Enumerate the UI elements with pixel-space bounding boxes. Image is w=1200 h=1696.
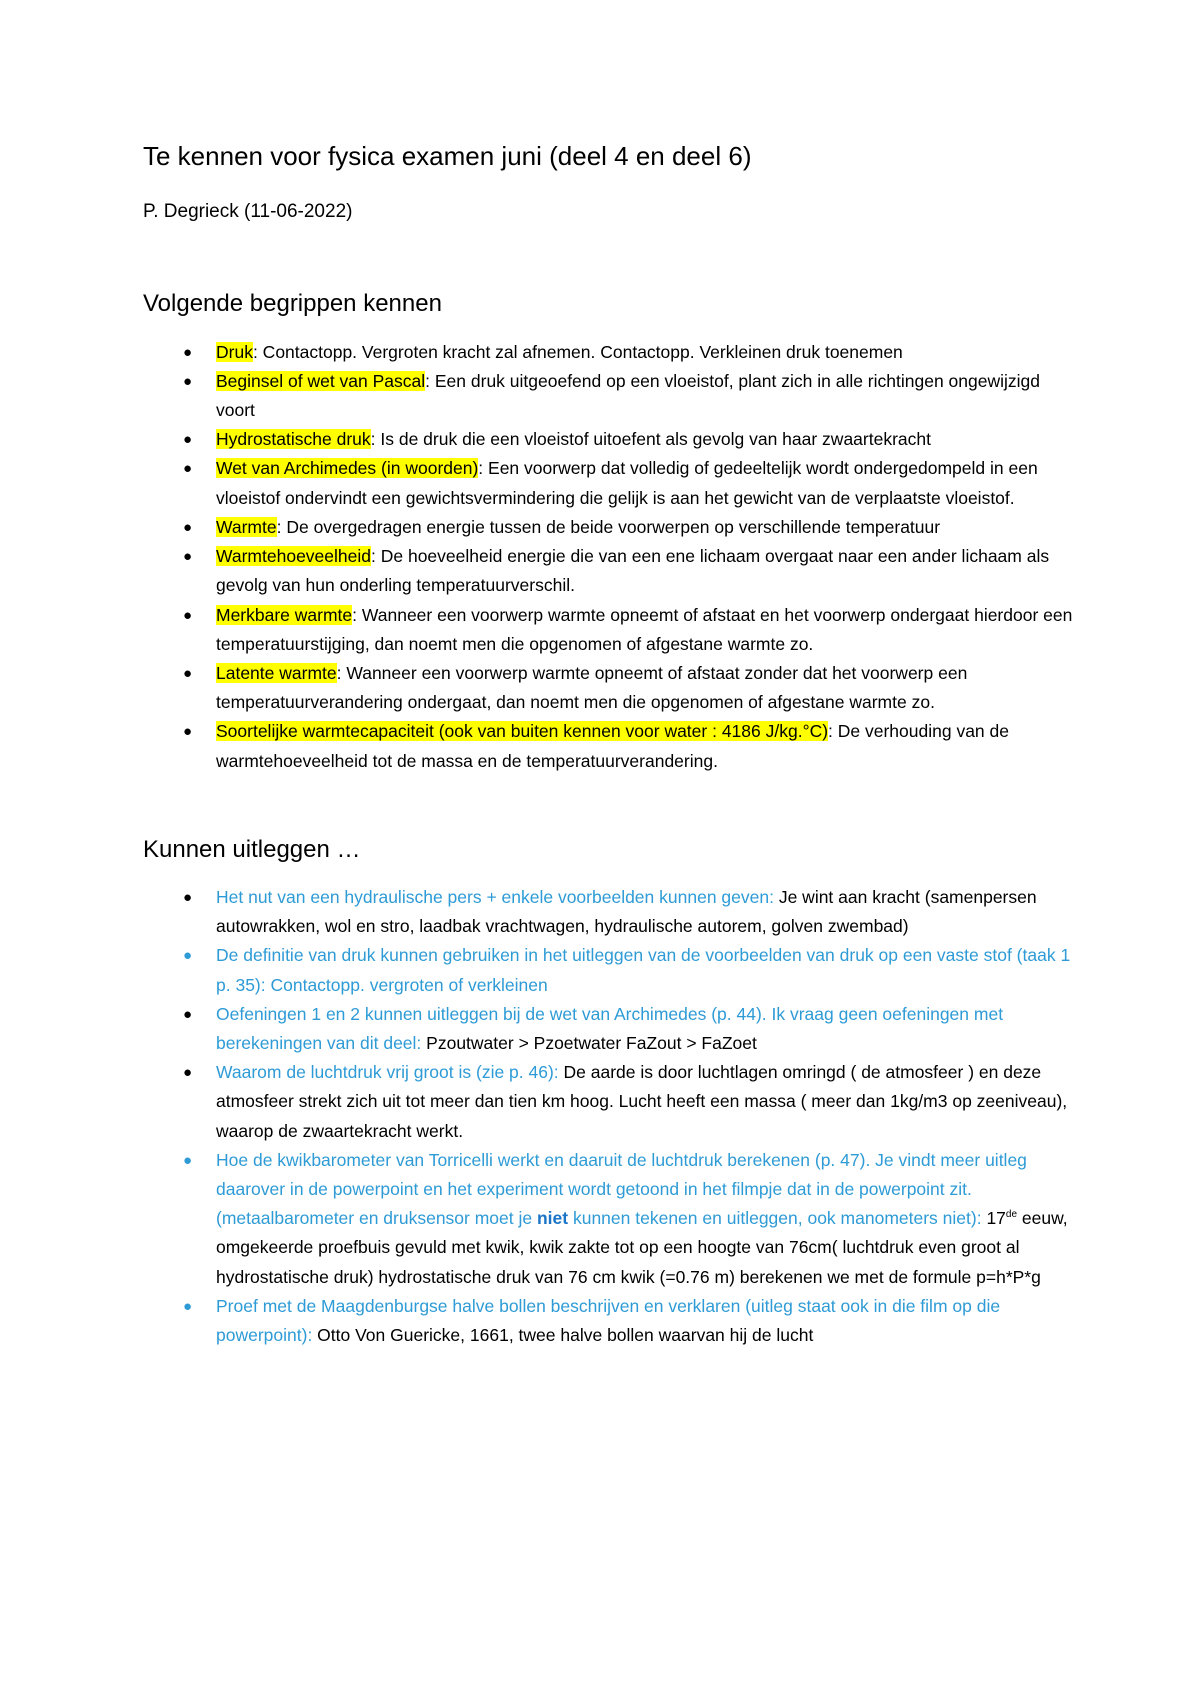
question-text: Proef met de Maagdenburgse halve bollen beschrijven en verklaren (uitleg staat ook in die film op die powerpoint): bbox=[216, 1295, 1001, 1345]
term-definition: : Wanneer een voorwerp warmte opneemt of afstaat en het voorwerp ondergaat hierdoor een temperatuurstijging, dan noemt men die opgenomen of afgestane warmte zo. bbox=[216, 604, 1073, 654]
list-item bbox=[143, 601, 1083, 659]
term-definition: : De overgedragen energie tussen de beide voorwerpen op verschillende temperatuur bbox=[276, 516, 941, 537]
question-text: Waarom de luchtdruk vrij groot is (zie p. 46): bbox=[216, 1062, 559, 1083]
question-text: Oefeningen 1 en 2 kunnen uitleggen bij de wet van Archimedes (p. 44). Ik vraag geen oefeningen met berekeningen van dit deel: bbox=[216, 1003, 1004, 1053]
answer-text: De aarde is door luchtlagen omringd ( de atmosfeer ) en deze atmosfeer strekt zich uit tot meer dan tien km hoog. Lucht heeft een massa ( meer dan 1kg/m3 op zeeniveau), waarop de zwaartekracht werkt. bbox=[216, 1062, 1068, 1141]
bullet-icon: ● bbox=[183, 664, 193, 682]
term-definition: : De hoeveelheid energie die van een ene lichaam overgaat naar een ander lichaam als gevolg van hun onderling temperatuurverschil. bbox=[216, 546, 1050, 596]
term-highlight: Druk bbox=[216, 341, 253, 362]
list-item bbox=[143, 1058, 1083, 1146]
superscript-text: de bbox=[1005, 1209, 1018, 1221]
bullet-icon: ● bbox=[183, 431, 193, 449]
term-highlight: Merkbare warmte bbox=[216, 604, 353, 625]
bullet-icon: ● bbox=[183, 947, 193, 965]
begrippen-list bbox=[143, 338, 1083, 776]
bullet-icon: ● bbox=[183, 1297, 193, 1315]
bullet-icon: ● bbox=[183, 460, 193, 478]
list-item bbox=[143, 1000, 1083, 1058]
answer-text: 17 bbox=[981, 1208, 1006, 1229]
bullet-icon: ● bbox=[183, 606, 193, 624]
bullet-icon: ● bbox=[183, 723, 193, 741]
list-item bbox=[143, 659, 1083, 717]
section-heading-begrippen: Volgende begrippen kennen bbox=[143, 290, 442, 318]
uitleggen-list bbox=[143, 883, 1083, 1350]
bullet-icon: ● bbox=[183, 518, 193, 536]
bullet-icon: ● bbox=[183, 343, 193, 361]
document-page bbox=[143, 140, 1083, 1350]
term-highlight: Latente warmte bbox=[216, 662, 337, 683]
bullet-icon: ● bbox=[183, 1005, 193, 1023]
section-heading-uitleggen: Kunnen uitleggen … bbox=[143, 835, 361, 863]
bullet-icon: ● bbox=[183, 548, 193, 566]
list-item bbox=[143, 1292, 1083, 1350]
term-highlight: Soortelijke warmtecapaciteit (ook van buiten kennen voor water : 4186 J/kg.°C) bbox=[216, 721, 829, 742]
list-item bbox=[143, 542, 1083, 600]
list-item bbox=[143, 513, 1083, 542]
term-highlight: Hydrostatische druk bbox=[216, 429, 371, 450]
emphasis-text: niet bbox=[536, 1208, 569, 1229]
bullet-icon: ● bbox=[183, 372, 193, 390]
term-definition: : De verhouding van de warmtehoeveelheid tot de massa en de temperatuurverandering. bbox=[216, 721, 1009, 771]
answer-text: Otto Von Guericke, 1661, twee halve bollen waarvan hij de lucht bbox=[312, 1324, 814, 1345]
list-item bbox=[143, 338, 1083, 367]
term-definition: : Contactopp. Vergroten kracht zal afnemen. Contactopp. Verkleinen druk toenemen bbox=[252, 341, 903, 362]
answer-text: Je wint aan kracht (samenpersen autowrakken, wol en stro, laadbak vrachtwagen, hydraulische autorem, golven zwembad) bbox=[216, 886, 1037, 937]
bullet-icon: ● bbox=[183, 1151, 193, 1169]
list-item bbox=[143, 883, 1083, 941]
list-item bbox=[143, 425, 1083, 454]
question-text: kunnen tekenen en uitleggen, ook manometers niet): bbox=[568, 1208, 982, 1229]
term-highlight: Warmte bbox=[216, 516, 277, 537]
author-line: P. Degrieck (11-06-2022) bbox=[143, 200, 353, 222]
term-definition: : Een voorwerp dat volledig of gedeeltelijk wordt ondergedompeld in een vloeistof ondervindt een gewichtsvermindering die gelijk is aan het gewicht van de verplaatste vloeistof. bbox=[216, 458, 1038, 508]
question-text: De definitie van druk kunnen gebruiken in het uitleggen van de voorbeelden van druk op een vaste stof (taak 1 p. 35): Contactopp. vergroten of verkleinen bbox=[216, 945, 1071, 995]
bullet-icon: ● bbox=[183, 888, 193, 906]
document-title: Te kennen voor fysica examen juni (deel 4 en deel 6) bbox=[143, 141, 752, 171]
term-definition: : Een druk uitgeoefend op een vloeistof, plant zich in alle richtingen ongewijzigd voort bbox=[216, 370, 1040, 421]
list-item bbox=[143, 1146, 1083, 1292]
term-highlight: Wet van Archimedes (in woorden) bbox=[216, 458, 479, 479]
term-highlight: Beginsel of wet van Pascal bbox=[216, 370, 426, 391]
list-item bbox=[143, 454, 1083, 512]
bullet-icon: ● bbox=[183, 1064, 193, 1082]
answer-text: Pzoutwater > Pzoetwater FaZout > FaZoet bbox=[421, 1032, 757, 1053]
list-item bbox=[143, 941, 1083, 999]
term-highlight: Warmtehoeveelheid bbox=[216, 546, 371, 567]
question-text: Hoe de kwikbarometer van Torricelli werkt en daaruit de luchtdruk berekenen (p. 47). Je vindt meer uitleg daarover in de powerpoint en het experiment wordt getoond in het filmpje dat in de powerpoint zit. (metaalbarometer en druksensor moet je bbox=[216, 1149, 1027, 1229]
answer-text: eeuw, omgekeerde proefbuis gevuld met kwik, kwik zakte tot op een hoogte van 76cm( luchtdruk even groot al hydrostatische druk) hydrostatische druk van 76 cm kwik (=0.76 m) berekenen we met de formule p=h*P*g bbox=[216, 1208, 1068, 1287]
term-definition: : Wanneer een voorwerp warmte opneemt of afstaat zonder dat het voorwerp een temperatuurverandering ondergaat, dan noemt men die opgenomen of afgestane warmte zo. bbox=[216, 662, 968, 713]
term-definition: : Is de druk die een vloeistof uitoefent als gevolg van haar zwaartekracht bbox=[370, 429, 931, 450]
list-item bbox=[143, 367, 1083, 425]
list-item bbox=[143, 717, 1083, 775]
question-text: Het nut van een hydraulische pers + enkele voorbeelden kunnen geven: bbox=[216, 886, 774, 907]
